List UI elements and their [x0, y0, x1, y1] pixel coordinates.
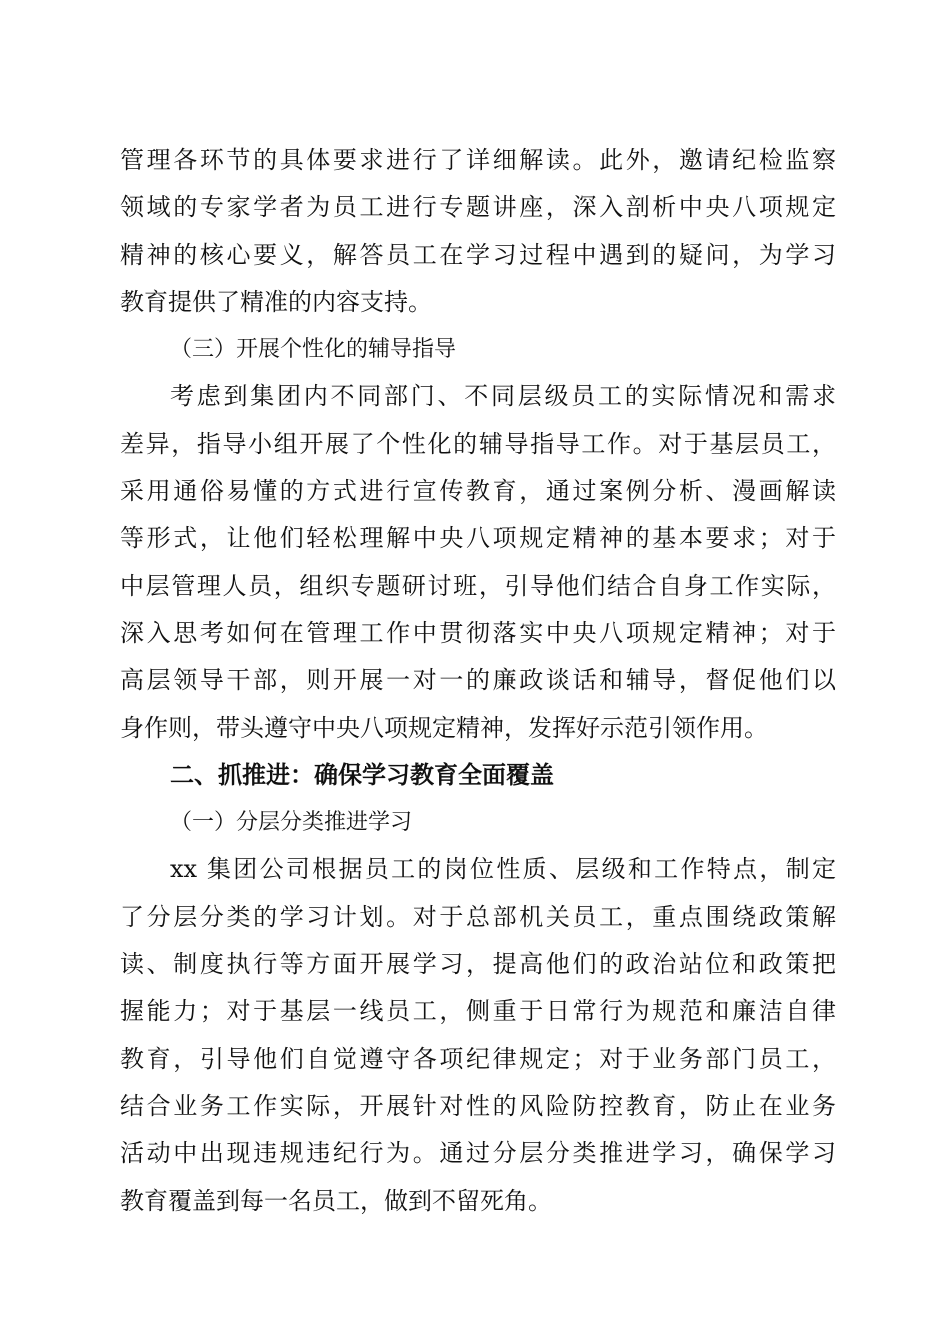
text-line: 高层领导干部，则开展一对一的廉政谈话和辅导，督促他们以 — [120, 666, 836, 695]
text-line: 精神的核心要义，解答员工在学习过程中遇到的疑问，为学习 — [120, 240, 836, 269]
text-line: 握能力；对于基层一线员工，侧重于日常行为规范和廉洁自律 — [120, 997, 836, 1026]
paragraph-personalized-guidance — [120, 373, 836, 751]
text-line: 考虑到集团内不同部门、不同层级员工的实际情况和需求 — [170, 382, 836, 411]
text-line: xx 集团公司根据员工的岗位性质、层级和工作特点，制定 — [170, 855, 836, 884]
subheading-layered-learning: （一）分层分类推进学习 — [170, 810, 413, 836]
paragraph-expert-lectures — [120, 137, 836, 326]
text-line: 教育覆盖到每一名员工，做到不留死角。 — [120, 1186, 552, 1215]
text-line: 深入思考如何在管理工作中贯彻落实中央八项规定精神；对于 — [120, 618, 836, 647]
subheading-personalized-guidance: （三）开展个性化的辅导指导 — [170, 337, 457, 363]
text-line: 活动中出现违规违纪行为。通过分层分类推进学习，确保学习 — [120, 1139, 836, 1168]
document-body — [120, 137, 836, 1225]
text-line: 管理各环节的具体要求进行了详细解读。此外，邀请纪检监察 — [120, 146, 836, 174]
paragraph-layered-learning — [120, 846, 836, 1224]
text-line: 领域的专家学者为员工进行专题讲座，深入剖析中央八项规定 — [120, 193, 836, 222]
text-line: 采用通俗易懂的方式进行宣传教育，通过案例分析、漫画解读 — [120, 477, 836, 506]
text-line: 结合业务工作实际，开展针对性的风险防控教育，防止在业务 — [120, 1091, 836, 1120]
text-line: 身作则，带头遵守中央八项规定精神，发挥好示范引领作用。 — [120, 713, 768, 742]
text-line: 读、制度执行等方面开展学习，提高他们的政治站位和政策把 — [120, 950, 836, 979]
text-line: 教育提供了精准的内容支持。 — [120, 287, 432, 316]
text-line: 差异，指导小组开展了个性化的辅导指导工作。对于基层员工， — [120, 429, 836, 458]
text-line: 教育，引导他们自觉遵守各项纪律规定；对于业务部门员工， — [120, 1044, 836, 1073]
text-line: 了分层分类的学习计划。对于总部机关员工，重点围绕政策解 — [120, 902, 836, 931]
text-line: 等形式，让他们轻松理解中央八项规定精神的基本要求；对于 — [120, 524, 836, 553]
text-line: 中层管理人员，组织专题研讨班，引导他们结合自身工作实际， — [120, 571, 836, 600]
section-heading-coverage: 二、抓推进：确保学习教育全面覆盖 — [170, 760, 554, 789]
